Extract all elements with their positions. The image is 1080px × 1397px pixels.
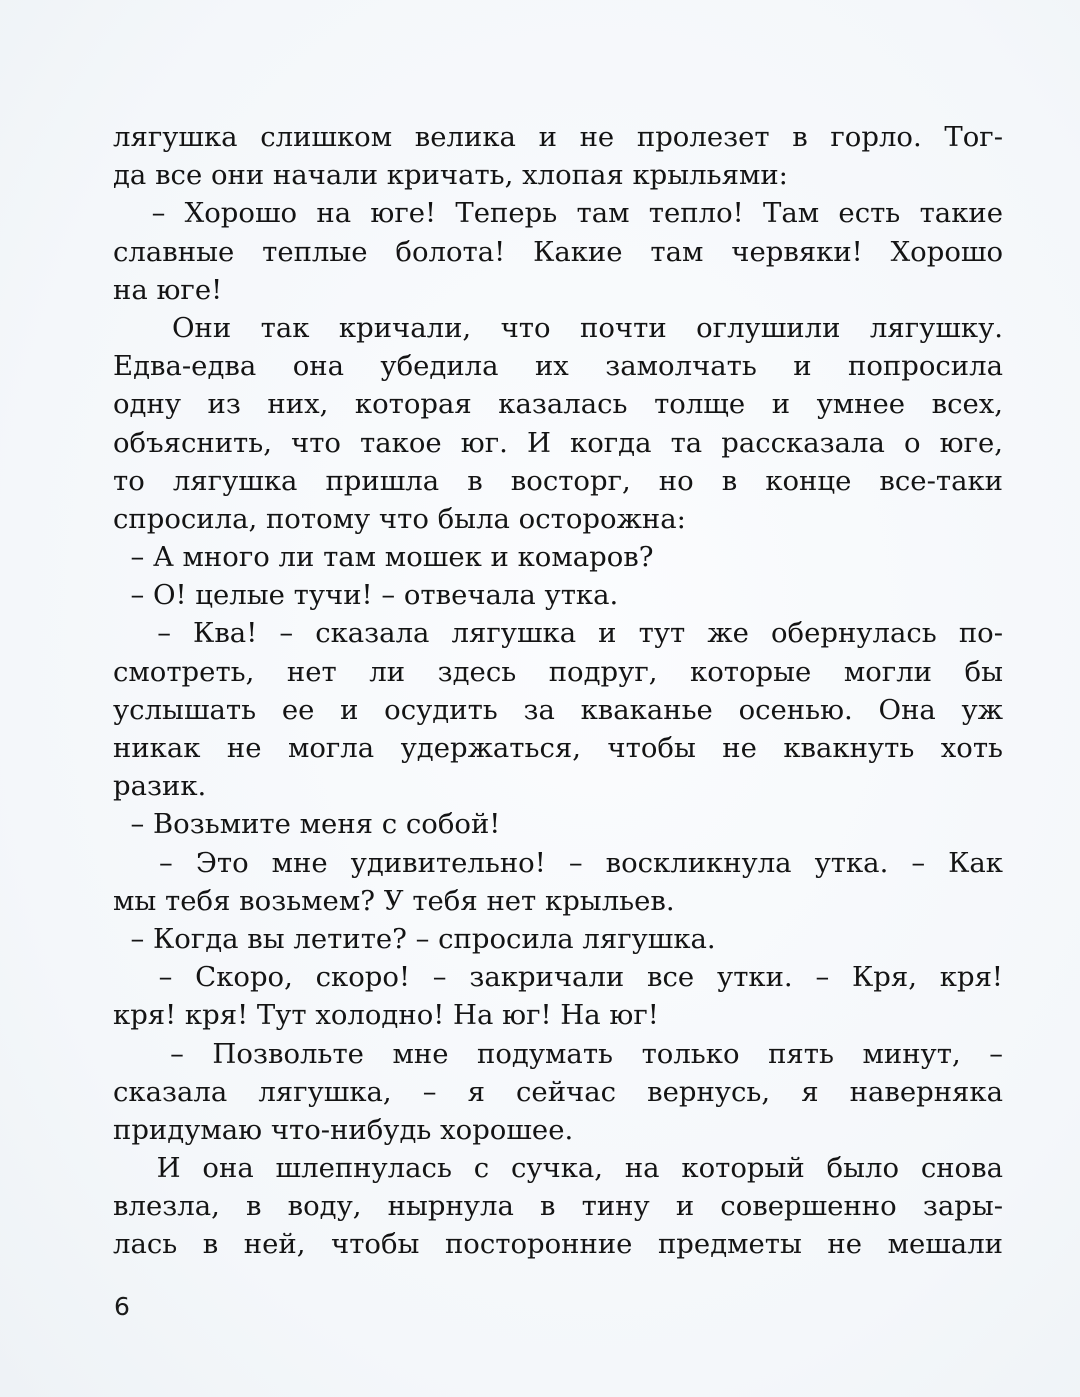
text-line: И она шлепнулась с сучка, на который было снова xyxy=(113,1152,1003,1185)
text-line: – Это мне удивительно! – воскликнула утка. – Как xyxy=(113,846,1003,879)
text-line: – О! целые тучи! – отвечала утка. xyxy=(113,579,619,612)
text-line: – Хорошо на юге! Теперь там тепло! Там есть такие xyxy=(113,197,1003,230)
text-line: влезла, в воду, нырнула в тину и совершенно зары- xyxy=(113,1190,1003,1223)
text-line: да все они начали кричать, хлопая крыльями: xyxy=(113,159,788,192)
text-line: Едва-едва она убедила их замолчать и попросила xyxy=(113,350,1003,383)
text-line: услышать ее и осудить за кваканье осенью. Она уж xyxy=(113,693,1003,726)
text-line: спросила, потому что была осторожна: xyxy=(113,502,686,535)
text-line: – Скоро, скоро! – закричали все утки. – Кря, кря! xyxy=(113,961,1003,994)
text-line: смотреть, нет ли здесь подруг, которые могли бы xyxy=(113,655,1003,688)
text-line: объяснить, что такое юг. И когда та рассказала о юге, xyxy=(113,426,1003,459)
text-line: разик. xyxy=(113,770,207,803)
text-line: Они так кричали, что почти оглушили лягушку. xyxy=(113,311,1003,344)
text-line: кря! кря! Тут холодно! На юг! На юг! xyxy=(113,999,659,1032)
text-line: придумаю что-нибудь хорошее. xyxy=(113,1113,574,1146)
text-line: сказала лягушка, – я сейчас вернусь, я наверняка xyxy=(113,1075,1003,1108)
text-line: мы тебя возьмем? У тебя нет крыльев. xyxy=(113,884,675,917)
text-line: – Ква! – сказала лягушка и тут же обернулась по- xyxy=(113,617,1003,650)
text-line: одну из них, которая казалась толще и умнее всех, xyxy=(113,388,1003,421)
page-number: 6 xyxy=(114,1292,130,1321)
text-line: лась в ней, чтобы посторонние предметы не мешали xyxy=(113,1228,1003,1261)
text-line: – Когда вы летите? – спросила лягушка. xyxy=(113,922,716,955)
text-line: на юге! xyxy=(113,273,223,306)
text-line: – Возьмите меня с собой! xyxy=(113,808,501,841)
text-line: лягушка слишком велика и не пролезет в горло. Тог- xyxy=(113,121,1003,153)
page-text xyxy=(113,118,1003,1264)
text-line: славные теплые болота! Какие там червяки! Хорошо xyxy=(113,235,1003,268)
text-line: – А много ли там мошек и комаров? xyxy=(113,541,654,574)
text-line: – Позвольте мне подумать только пять минут, – xyxy=(113,1037,1003,1070)
text-line: то лягушка пришла в восторг, но в конце все-таки xyxy=(113,464,1003,497)
text-line: никак не могла удержаться, чтобы не квакнуть хоть xyxy=(113,732,1003,764)
